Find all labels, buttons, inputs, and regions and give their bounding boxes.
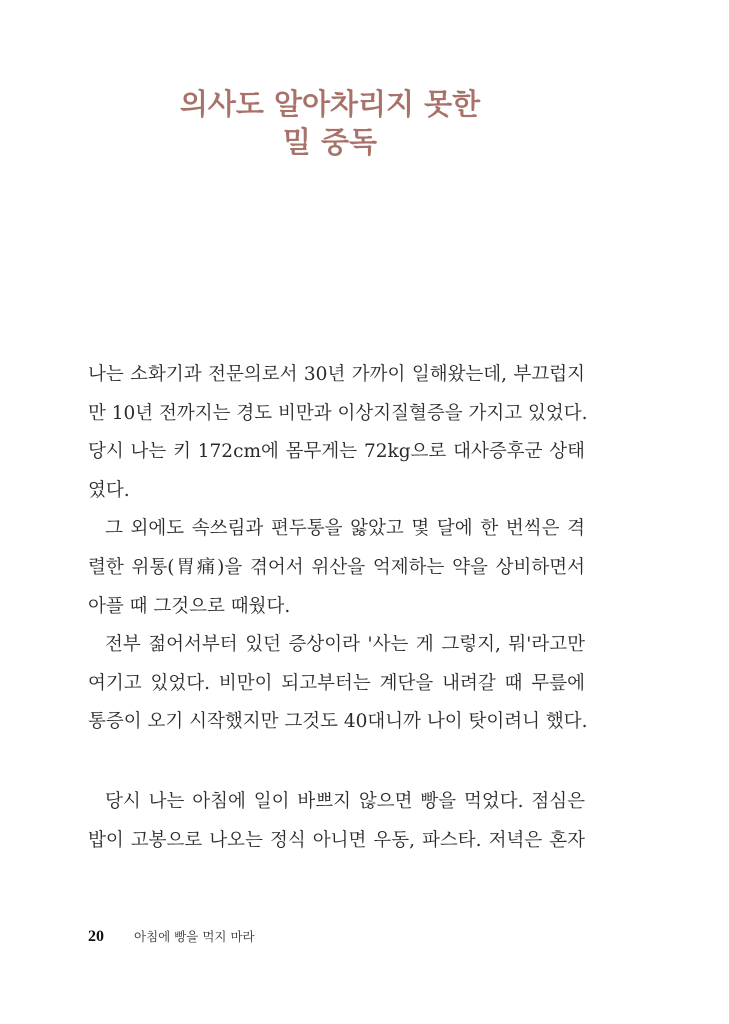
running-head: 아침에 빵을 먹지 마라: [134, 929, 255, 944]
text-line: 전부 젊어서부터 있던 증상이라 '사는 게 그렇지, 뭐'라고만: [105, 634, 585, 656]
text-line: 아플 때 그것으로 때웠다.: [88, 595, 291, 617]
text-line: 그 외에도 속쓰림과 편두통을 앓았고 몇 달에 한 번씩은 격: [105, 518, 585, 540]
body-text: [88, 358, 588, 862]
page-number: 20: [88, 928, 104, 945]
page-footer: [88, 927, 255, 946]
paragraph-gap: [88, 744, 585, 785]
text-line: 밥이 고봉으로 나오는 정식 아니면 우동, 파스타. 저녁은 혼자: [88, 829, 585, 851]
chapter-title-line-2: 밀 중독: [282, 125, 378, 159]
text-line: 여기고 있었다. 비만이 되고부터는 계단을 내려갈 때 무릎에: [88, 672, 585, 694]
chapter-title-line-1: 의사도 알아차리지 못한: [179, 87, 481, 121]
text-line: 나는 소화기과 전문의로서 30년 가까이 일해왔는데, 부끄럽지: [88, 364, 585, 385]
text-line: 렬한 위통(胃痛)을 겪어서 위산을 억제하는 약을 상비하면서: [88, 556, 585, 578]
text-line: 였다.: [88, 479, 130, 501]
text-line: 당시 나는 아침에 일이 바쁘지 않으면 빵을 먹었다. 점심은: [105, 790, 585, 812]
text-line: 만 10년 전까지는 경도 비만과 이상지질혈증을 가지고 있었다.: [88, 402, 588, 424]
text-line: 당시 나는 키 172cm에 몸무게는 72kg으로 대사증후군 상태: [88, 441, 585, 463]
text-line: 통증이 오기 시작했지만 그것도 40대니까 나이 탓이려니 했다.: [88, 711, 588, 733]
